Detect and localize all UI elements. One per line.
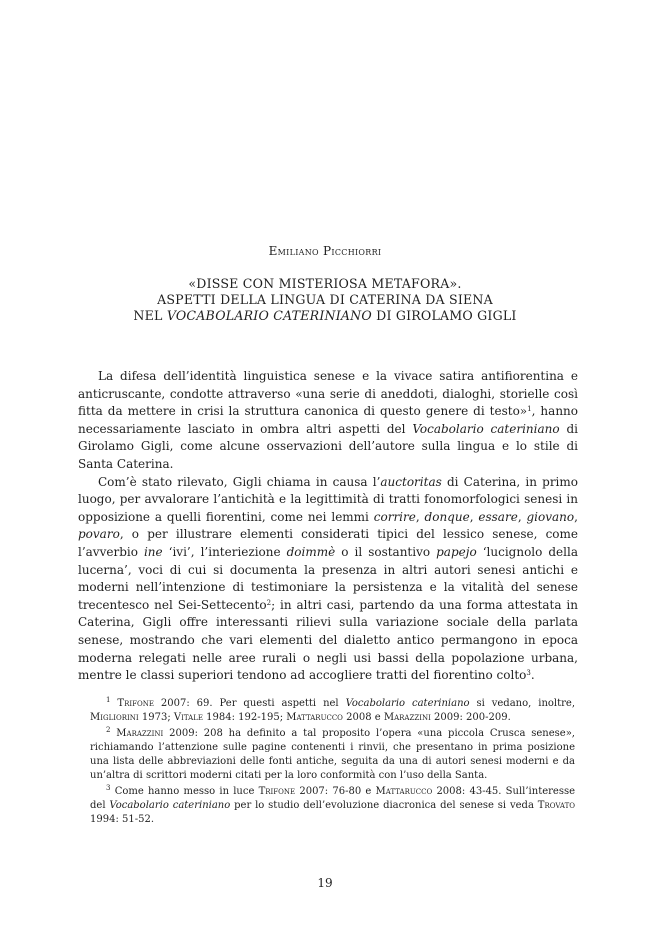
footnote-1: $^1$ Trifone 2007: 69. Per questi aspetti nel Vocabolario cateriniano si vedano, inoltre, Migliorini 1973; Vitale 1984: 192-195; Mattarucco 2008 e Marazzini 2009: 200-209.	[90, 696, 576, 724]
paragraph-1: La difesa dell’identità linguistica senese e la vivace satira antifiorentina e anticruscante, condotte attraverso «una serie di aneddoti, dialoghi, storielle così fitta da mettere in crisi la struttura canonica di questo genere di testo»$^1$, hanno necessariamente lasciato in ombra altri aspetti del Vocabolario cateriniano di Girolamo Gigli, come alcune osservazioni dell’autore sulla lingua e lo stile di Santa Caterina.	[78, 369, 578, 471]
footnotes	[90, 697, 575, 829]
title-line-1: «DISSE CON MISTERIOSA METAFORA».	[188, 276, 462, 291]
footnote-3: $^3$ Come hanno messo in luce Trifone 2007: 76-80 e Mattarucco 2008: 43-45. Sull’interesse del Vocabolario cateriniano per lo studio dell’evoluzione diacronica del senese si veda Trovato 1994: 51-52.	[90, 783, 576, 826]
body-text	[78, 368, 578, 685]
footnote-ref-2: 2	[266, 598, 272, 607]
footnote-ref-1: 1	[527, 405, 532, 414]
author-name: Emiliano Picchiorri	[268, 244, 382, 258]
article-title	[0, 276, 650, 324]
footnote-ref-3: 3	[526, 669, 531, 678]
title-line-3: NEL VOCABOLARIO CATERINIANO DI GIROLAMO GIGLI	[133, 308, 517, 323]
title-line-2: ASPETTI DELLA LINGUA DI CATERINA DA SIENA	[157, 292, 493, 307]
footnote-2: $^2$ Marazzini 2009: 208 ha definito a tal proposito l’opera «una piccola Crusca senese», richiamando l’attenzione sulle pagine contenenti i rinvii, che presentano in prima posizione una lista delle abbreviazioni delle fonti antiche, seguita da una di autori senesi moderni e da un’altra di scrittori moderni citati per la loro conformità con l’uso della Santa.	[90, 725, 575, 782]
paragraph-2: Com’è stato rilevato, Gigli chiama in causa l’auctoritas di Caterina, in primo luogo, per avvalorare l’antichità e la legittimità di tratti fonomorfologici senesi in opposizione a quelli fiorentini, come nei lemmi corrire, donque, essare, giovano, povaro, o per illustrare elementi considerati tipici del lessico senese, come l’avverbio ine ‘ivi’, l’interiezione doimmè o il sostantivo papejo ‘lucignolo della lucerna’, voci di cui si documenta la presenza in altri autori senesi antichi e moderni nell’intenzione di testimoniare la persistenza e la vitalità del senese trecentesco nel Sei-Settecento$^2$; in altri casi, partendo da una forma attestata in Caterina, Gigli offre interessanti rilievi sulla variazione sociale della parlata senese, mostrando che vari elementi del dialetto antico permangono in epoca moderna relegati nelle aree rurali o negli usi bassi della popolazione urbana, mentre le classi superiori tendono ad accogliere tratti del fiorentino colto$^3$.	[78, 474, 579, 683]
page-number: 19	[317, 876, 333, 890]
